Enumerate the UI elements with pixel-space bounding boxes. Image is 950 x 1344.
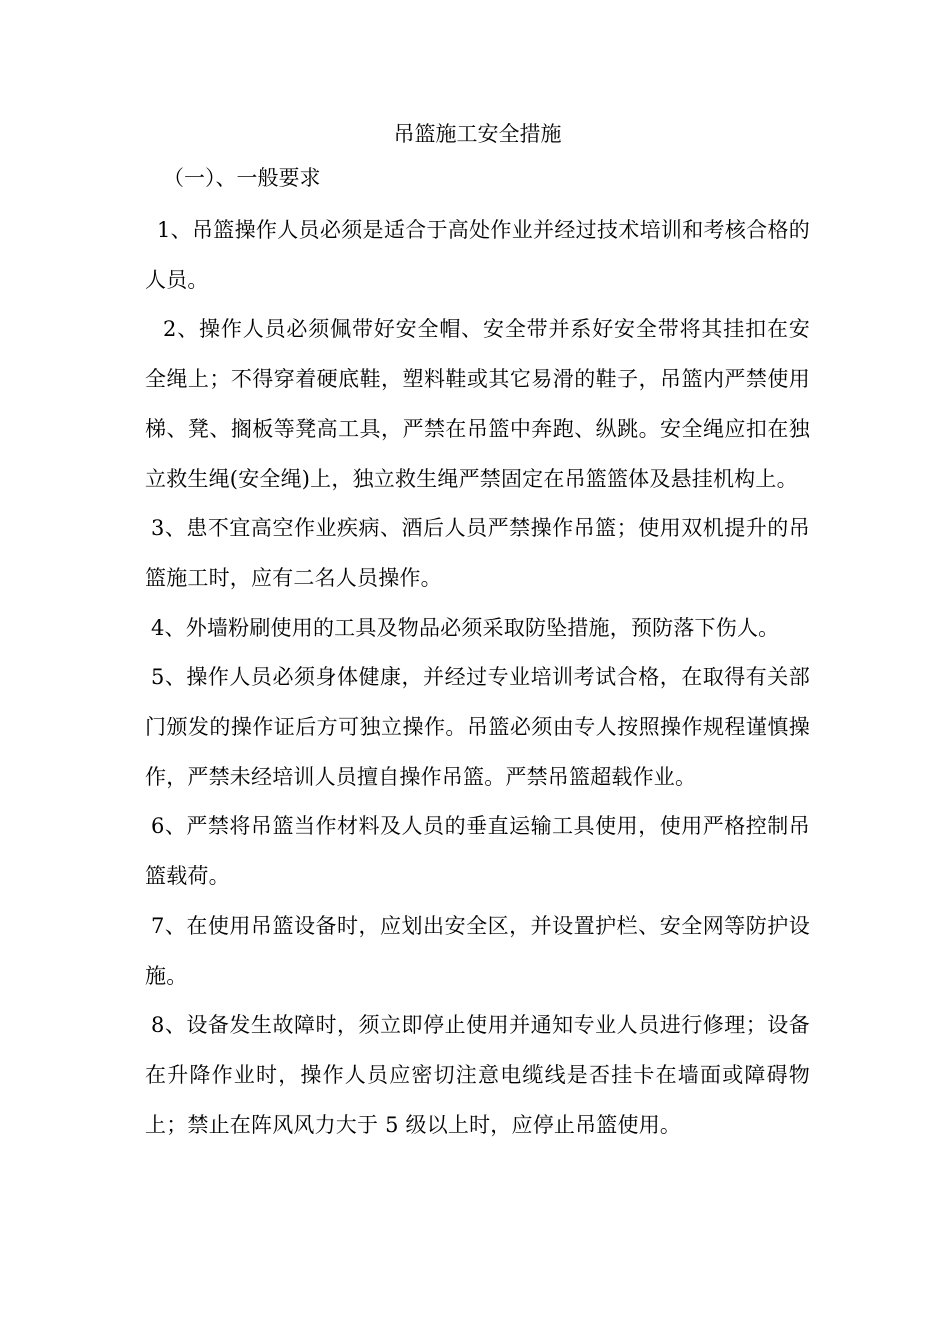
paragraph-3: 3、患不宜高空作业疾病、酒后人员严禁操作吊篮；使用双机提升的吊篮施工时，应有二名人员操作。 [145,516,810,590]
paragraph-5: 5、操作人员必须身体健康，并经过专业培训考试合格，在取得有关部门颁发的操作证后方可独立操作。吊篮必须由专人按照操作规程谨慎操作，严禁未经培训人员擅自操作吊篮。严禁吊篮超载作业。 [145,665,810,789]
document-title: 吊篮施工安全措施 [393,122,562,146]
paragraph-7: 7、在使用吊篮设备时，应划出安全区，并设置护栏、安全网等防护设施。 [145,913,810,988]
paragraph-6: 6、严禁将吊篮当作材料及人员的垂直运输工具使用，使用严格控制吊篮载荷。 [145,814,810,889]
document-body [145,112,810,1150]
section-heading: （一）、一般要求 [163,166,321,190]
paragraph-4: 4、外墙粉刷使用的工具及物品必须采取防坠措施，预防落下伤人。 [151,615,780,640]
paragraph-8: 8、设备发生故障时，须立即停止使用并通知专业人员进行修理；设备在升降作业时，操作人员应密切注意电缆线是否挂卡在墙面或障碍物上；禁止在阵风风力大于 5 级以上时，应停止吊篮使用。 [145,1013,810,1137]
paragraph-1: 1、吊篮操作人员必须是适合于高处作业并经过技术培训和考核合格的人员。 [145,218,810,292]
paragraph-2: 2、操作人员必须佩带好安全帽、安全带并系好安全带将其挂扣在安全绳上；不得穿着硬底鞋，塑料鞋或其它易滑的鞋子，吊篮内严禁使用梯、凳、搁板等凳高工具，严禁在吊篮中奔跑、纵跳。安全绳应扣在独立救生绳(安全绳)上，独立救生绳严禁固定在吊篮篮体及悬挂机构上。 [145,317,810,491]
